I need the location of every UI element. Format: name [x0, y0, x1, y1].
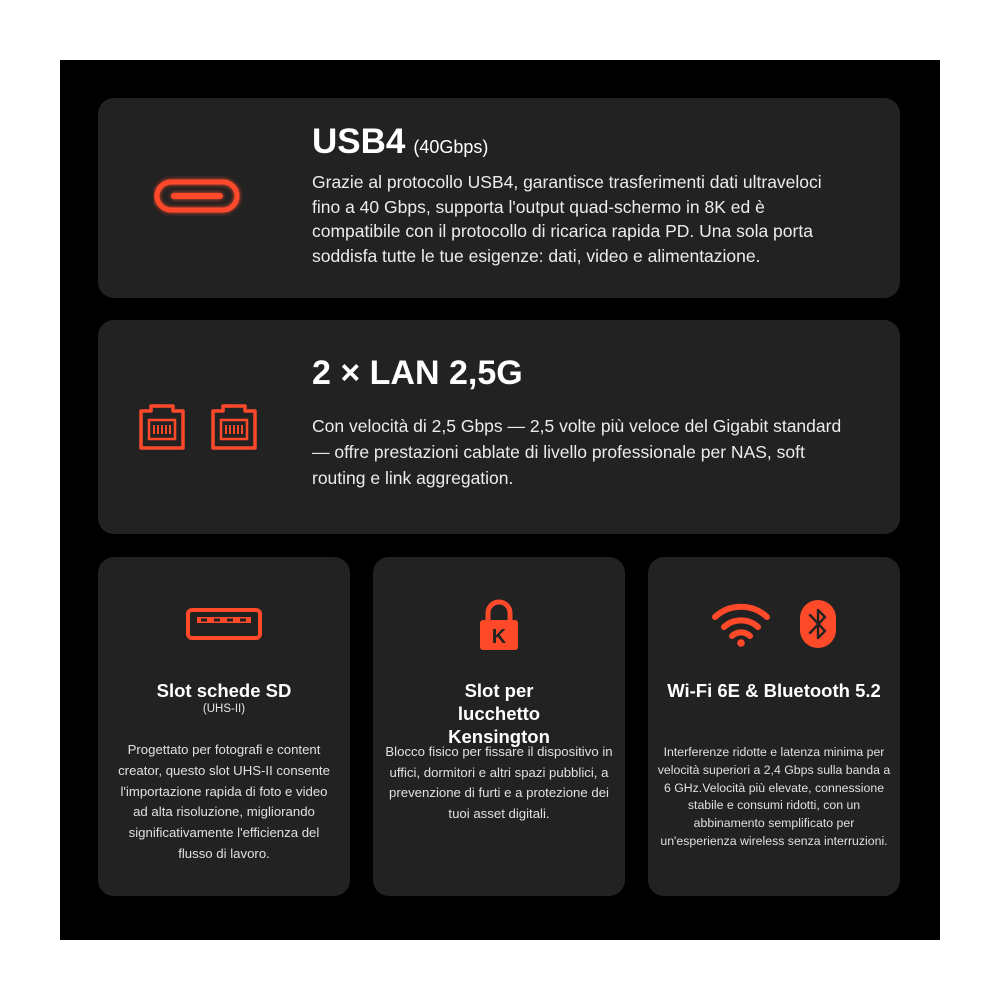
usb4-card	[98, 98, 900, 298]
lan-title: 2 × LAN 2,5G	[312, 354, 523, 392]
lan-description: Con velocità di 2,5 Gbps — 2,5 volte più veloce del Gigabit standard — offre prestazioni cablate di livello professionale per NAS, soft routing e link aggregation.	[312, 416, 842, 488]
sd-slot-description: Progettato per fotografi e content creator, questo slot UHS-II consente l'importazione rapida di foto e video ad alta risoluzione, migliorando significativamente l'efficienza del flusso di lavoro.	[118, 742, 330, 861]
usb-c-port-icon	[153, 176, 243, 216]
usb4-description: Grazie al protocollo USB4, garantisce trasferimenti dati ultraveloci fino a 40 Gbps, supporta l'output quad-schermo in 8K ed è compatibile con il protocollo di ricarica rapida PD. Una sola porta soddisfa tutte le tue esigenze: dati, video e alimentazione.	[312, 172, 822, 266]
feature-canvas	[60, 60, 940, 940]
wireless-description: Interferenze ridotte e latenza minima per velocità superiori a 2,4 Gbps sulla banda a 6 GHz.Velocità più elevate, connessione stabile e consumi ridotti, con un abbinamento semplificato per un'esperienza wireless senza interruzioni.	[657, 745, 891, 848]
wifi-icon	[711, 601, 771, 647]
ethernet-port-icon	[136, 402, 260, 452]
kensington-lock-icon	[373, 597, 625, 653]
usb4-title-text: USB4	[312, 122, 406, 161]
wireless-card	[648, 557, 900, 896]
bluetooth-icon	[799, 599, 837, 649]
wireless-icons	[648, 599, 900, 649]
usb4-subtitle: (40Gbps)	[413, 137, 489, 157]
kensington-title: Slot per lucchetto Kensington	[448, 680, 550, 747]
lan-card	[98, 320, 900, 534]
sd-slot-title: Slot schede SD	[156, 680, 292, 701]
wireless-title: Wi-Fi 6E & Bluetooth 5.2	[667, 680, 881, 701]
sd-slot-subtitle: (UHS-II)	[202, 703, 246, 715]
sd-slot-card	[98, 557, 350, 896]
sd-slot-icon	[98, 607, 350, 641]
kensington-card	[373, 557, 625, 896]
lock-letter: K	[491, 626, 507, 648]
kensington-description: Blocco fisico per fissare il dispositivo in uffici, dormitori e altri spazi pubblici, a prevenzione di furti e a protezione dei tuoi asset digitali.	[385, 744, 613, 821]
usb4-title	[312, 122, 488, 162]
